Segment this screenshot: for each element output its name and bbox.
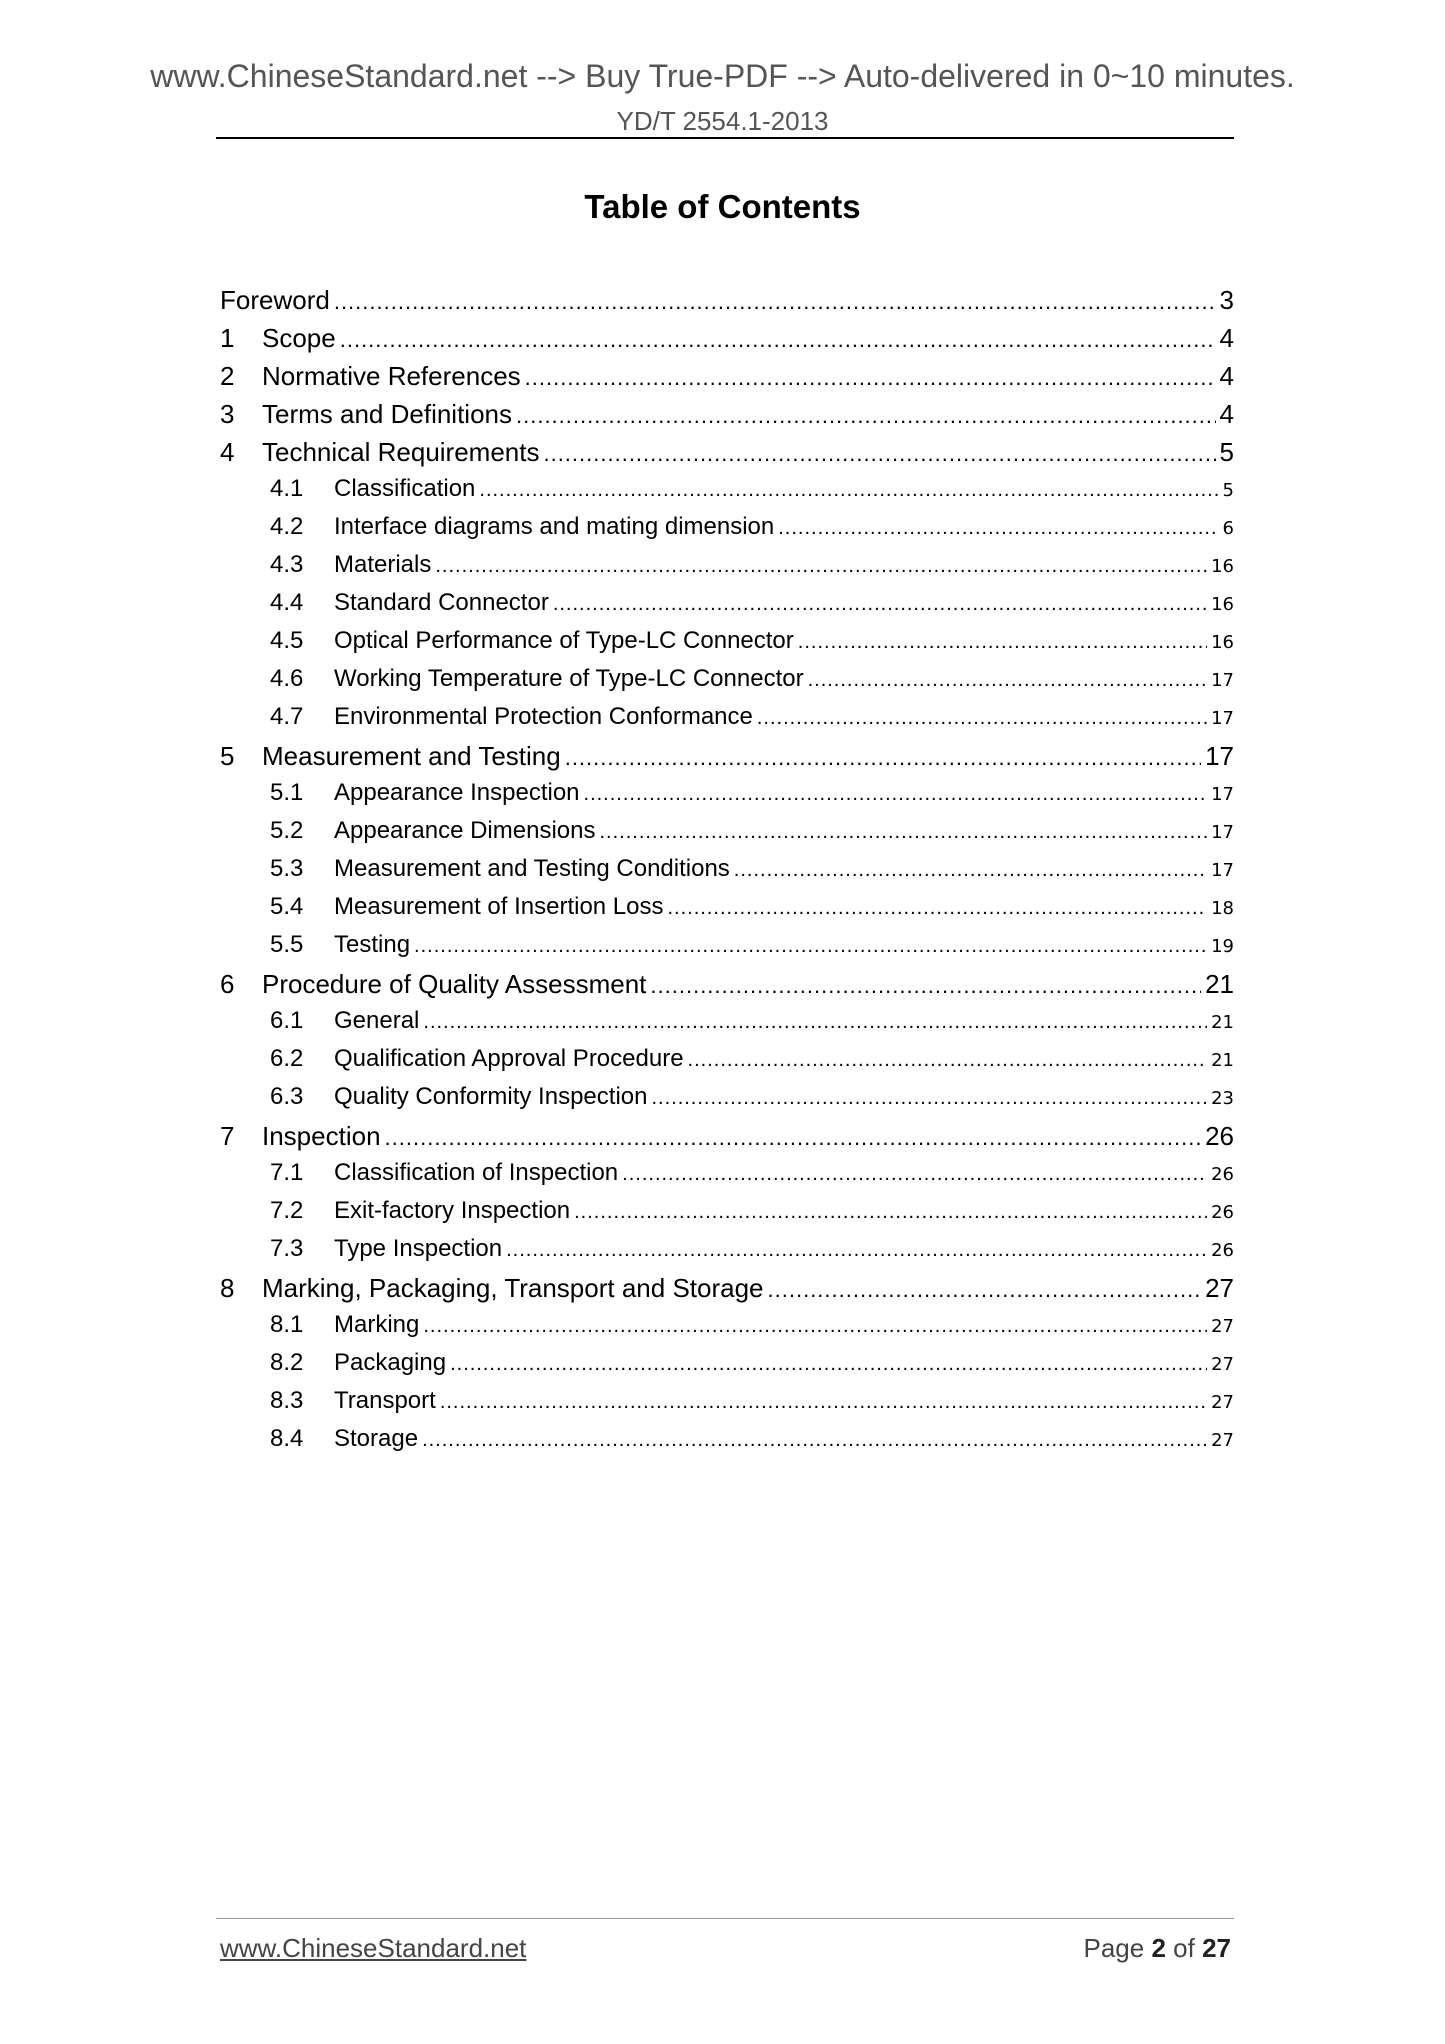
- toc-dot-leader: [778, 517, 1218, 540]
- toc-dot-leader: [651, 1087, 1207, 1110]
- toc-dot-leader: [734, 859, 1207, 882]
- toc-entry-number: 4.4: [270, 589, 304, 616]
- toc-entry-number: 4.1: [270, 475, 304, 502]
- toc-entry-number: 4.6: [270, 665, 304, 692]
- toc-entry-number: 5.2: [270, 817, 304, 844]
- toc-dot-leader: [553, 593, 1207, 616]
- toc-entry[interactable]: [220, 1349, 1234, 1387]
- toc-entry[interactable]: [220, 589, 1234, 627]
- toc-entry[interactable]: [220, 1197, 1234, 1235]
- toc-entry-page: 27: [1211, 1392, 1234, 1413]
- toc-entry-label: Materials: [334, 551, 432, 578]
- toc-entry[interactable]: [220, 855, 1234, 893]
- toc-dot-leader: [422, 1429, 1207, 1452]
- toc-entry[interactable]: [220, 1311, 1234, 1349]
- toc-entry-number: 7.1: [270, 1159, 304, 1186]
- toc-entry-page: 21: [1205, 969, 1234, 999]
- toc-entry-number: 6: [220, 969, 235, 999]
- toc-entry[interactable]: [220, 285, 1234, 323]
- toc-entry-label: Technical Requirements: [262, 437, 540, 467]
- toc-entry-label: Normative References: [262, 361, 521, 391]
- toc-entry-page: 17: [1205, 741, 1234, 771]
- footer-divider: [216, 1918, 1234, 1919]
- toc-entry-number: 6.1: [270, 1007, 304, 1034]
- toc-entry-page: 3: [1219, 285, 1234, 315]
- toc-entry-label: Foreword: [220, 285, 330, 315]
- toc-entry-page: 27: [1205, 1273, 1234, 1303]
- toc-dot-leader: [450, 1353, 1207, 1376]
- toc-entry-page: 26: [1205, 1121, 1234, 1151]
- toc-entry-label: Classification of Inspection: [334, 1159, 619, 1186]
- toc-entry[interactable]: [220, 817, 1234, 855]
- toc-dot-leader: [479, 479, 1218, 502]
- toc-entry-page: 5: [1219, 437, 1234, 467]
- page-of: of: [1173, 1933, 1195, 1963]
- toc-entry-number: 8.2: [270, 1349, 304, 1376]
- toc-entry-page: 23: [1211, 1088, 1234, 1109]
- toc-entry-number: 2: [220, 361, 235, 391]
- toc-entry-label: Terms and Definitions: [262, 399, 512, 429]
- toc-entry[interactable]: [220, 1159, 1234, 1197]
- table-of-contents: [220, 285, 1234, 1463]
- toc-entry-page: 27: [1211, 1430, 1234, 1451]
- toc-entry-page: 17: [1211, 708, 1234, 729]
- toc-dot-leader: [584, 783, 1208, 806]
- toc-entry-number: 5.5: [270, 931, 304, 958]
- standard-code: YD/T 2554.1-2013: [616, 106, 829, 136]
- toc-entry-label: Appearance Dimensions: [334, 817, 596, 844]
- toc-entry-label: Storage: [334, 1425, 419, 1452]
- toc-entry-page: 17: [1211, 670, 1234, 691]
- toc-entry-page: 21: [1211, 1050, 1234, 1071]
- toc-entry-number: 6.3: [270, 1083, 304, 1110]
- toc-entry-label: Standard Connector: [334, 589, 549, 616]
- toc-entry-page: 26: [1211, 1202, 1234, 1223]
- toc-entry-label: Appearance Inspection: [334, 779, 580, 806]
- toc-entry[interactable]: [220, 627, 1234, 665]
- toc-entry-page: 26: [1211, 1164, 1234, 1185]
- toc-entry-page: 18: [1211, 898, 1234, 919]
- toc-entry-label: Measurement and Testing: [262, 741, 561, 771]
- toc-entry-number: 4.3: [270, 551, 304, 578]
- toc-entry-page: 21: [1211, 1012, 1234, 1033]
- toc-entry-number: 7.2: [270, 1197, 304, 1224]
- toc-entry-label: Measurement of Insertion Loss: [334, 893, 664, 920]
- toc-entry-page: 17: [1211, 784, 1234, 805]
- toc-entry-page: 19: [1211, 936, 1234, 957]
- toc-entry-page: 4: [1219, 323, 1234, 353]
- toc-entry-label: Type Inspection: [334, 1235, 503, 1262]
- footer-website-link[interactable]: www.ChineseStandard.net: [220, 1933, 527, 1963]
- toc-entry-label: Marking, Packaging, Transport and Storage: [262, 1273, 764, 1303]
- toc-entry-page: 4: [1219, 361, 1234, 391]
- toc-entry[interactable]: [220, 1083, 1234, 1121]
- toc-dot-leader: [768, 1277, 1202, 1303]
- toc-dot-leader: [650, 973, 1201, 999]
- toc-entry-label: Testing: [334, 931, 411, 958]
- toc-dot-leader: [543, 441, 1215, 467]
- toc-dot-leader: [798, 631, 1207, 654]
- toc-entry[interactable]: [220, 1007, 1234, 1045]
- toc-entry[interactable]: [220, 513, 1234, 551]
- toc-entry-label: Inspection: [262, 1121, 381, 1151]
- toc-entry-page: 26: [1211, 1240, 1234, 1261]
- toc-dot-leader: [599, 821, 1207, 844]
- toc-entry-page: 16: [1211, 632, 1234, 653]
- toc-dot-leader: [808, 669, 1208, 692]
- page-number: [1083, 1933, 1231, 1964]
- toc-entry[interactable]: [220, 437, 1234, 475]
- toc-entry-page: 16: [1211, 594, 1234, 615]
- toc-title: Table of Contents: [584, 188, 861, 225]
- header-divider: [216, 137, 1234, 139]
- toc-entry[interactable]: [220, 703, 1234, 741]
- header-banner: www.ChineseStandard.net --> Buy True-PDF --> Auto-delivered in 0~10 minutes.: [150, 58, 1295, 94]
- toc-entry-label: General: [334, 1007, 420, 1034]
- toc-entry-label: Exit-factory Inspection: [334, 1197, 571, 1224]
- toc-entry-label: Optical Performance of Type-LC Connector: [334, 627, 794, 654]
- toc-entry[interactable]: [220, 1273, 1234, 1311]
- toc-entry[interactable]: [220, 361, 1234, 399]
- toc-entry-label: Quality Conformity Inspection: [334, 1083, 648, 1110]
- toc-entry-number: 5.1: [270, 779, 304, 806]
- toc-dot-leader: [506, 1239, 1207, 1262]
- toc-dot-leader: [440, 1391, 1207, 1414]
- toc-entry-number: 7: [220, 1121, 235, 1151]
- toc-dot-leader: [334, 289, 1216, 315]
- toc-entry-page: 5: [1222, 480, 1234, 501]
- toc-entry-number: 8.4: [270, 1425, 304, 1452]
- toc-dot-leader: [340, 327, 1216, 353]
- toc-dot-leader: [668, 897, 1208, 920]
- toc-dot-leader: [688, 1049, 1208, 1072]
- toc-entry-label: Scope: [262, 323, 336, 353]
- toc-entry[interactable]: [220, 475, 1234, 513]
- toc-entry[interactable]: [220, 1235, 1234, 1273]
- toc-dot-leader: [423, 1011, 1207, 1034]
- toc-entry-number: 8: [220, 1273, 235, 1303]
- toc-entry[interactable]: [220, 893, 1234, 931]
- toc-entry[interactable]: [220, 1121, 1234, 1159]
- toc-entry-number: 5: [220, 741, 235, 771]
- toc-entry-number: 1: [220, 323, 235, 353]
- toc-entry-page: 27: [1211, 1316, 1234, 1337]
- toc-entry-number: 5.4: [270, 893, 304, 920]
- toc-entry-number: 4.5: [270, 627, 304, 654]
- toc-entry[interactable]: [220, 969, 1234, 1007]
- toc-dot-leader: [385, 1125, 1202, 1151]
- toc-entry-number: 8.3: [270, 1387, 304, 1414]
- toc-dot-leader: [565, 745, 1201, 771]
- toc-entry-number: 8.1: [270, 1311, 304, 1338]
- toc-entry-label: Classification: [334, 475, 476, 502]
- toc-entry-number: 5.3: [270, 855, 304, 882]
- toc-entry[interactable]: [220, 931, 1234, 969]
- toc-entry-label: Interface diagrams and mating dimension: [334, 513, 775, 540]
- toc-entry-page: 16: [1211, 556, 1234, 577]
- toc-entry-page: 17: [1211, 860, 1234, 881]
- toc-dot-leader: [574, 1201, 1207, 1224]
- toc-entry-label: Measurement and Testing Conditions: [334, 855, 730, 882]
- toc-entry-number: 4: [220, 437, 235, 467]
- toc-entry-label: Working Temperature of Type-LC Connector: [334, 665, 804, 692]
- page-current: 2: [1151, 1933, 1166, 1963]
- toc-dot-leader: [516, 403, 1216, 429]
- toc-dot-leader: [423, 1315, 1207, 1338]
- toc-entry-label: Environmental Protection Conformance: [334, 703, 753, 730]
- toc-entry[interactable]: [220, 399, 1234, 437]
- toc-entry-page: 6: [1222, 518, 1234, 539]
- toc-entry[interactable]: [220, 1425, 1234, 1463]
- toc-entry[interactable]: [220, 665, 1234, 703]
- page-prefix: Page: [1083, 1933, 1145, 1963]
- toc-dot-leader: [525, 365, 1216, 391]
- toc-entry-label: Packaging: [334, 1349, 447, 1376]
- toc-dot-leader: [622, 1163, 1207, 1186]
- toc-entry[interactable]: [220, 1387, 1234, 1425]
- toc-entry-number: 3: [220, 399, 235, 429]
- toc-entry-number: 7.3: [270, 1235, 304, 1262]
- toc-entry-number: 4.7: [270, 703, 304, 730]
- toc-entry[interactable]: [220, 779, 1234, 817]
- toc-entry[interactable]: [220, 323, 1234, 361]
- toc-entry-page: 27: [1211, 1354, 1234, 1375]
- toc-entry-number: 4.2: [270, 513, 304, 540]
- toc-entry-label: Procedure of Quality Assessment: [262, 969, 647, 999]
- toc-entry-label: Transport: [334, 1387, 436, 1414]
- toc-entry[interactable]: [220, 741, 1234, 779]
- toc-entry-label: Marking: [334, 1311, 420, 1338]
- toc-dot-leader: [414, 935, 1207, 958]
- toc-entry[interactable]: [220, 1045, 1234, 1083]
- toc-dot-leader: [757, 707, 1207, 730]
- page-total: 27: [1202, 1933, 1231, 1963]
- toc-entry-page: 17: [1211, 822, 1234, 843]
- toc-entry-number: 6.2: [270, 1045, 304, 1072]
- toc-dot-leader: [435, 555, 1207, 578]
- toc-entry-page: 4: [1219, 399, 1234, 429]
- toc-entry-label: Qualification Approval Procedure: [334, 1045, 684, 1072]
- toc-entry[interactable]: [220, 551, 1234, 589]
